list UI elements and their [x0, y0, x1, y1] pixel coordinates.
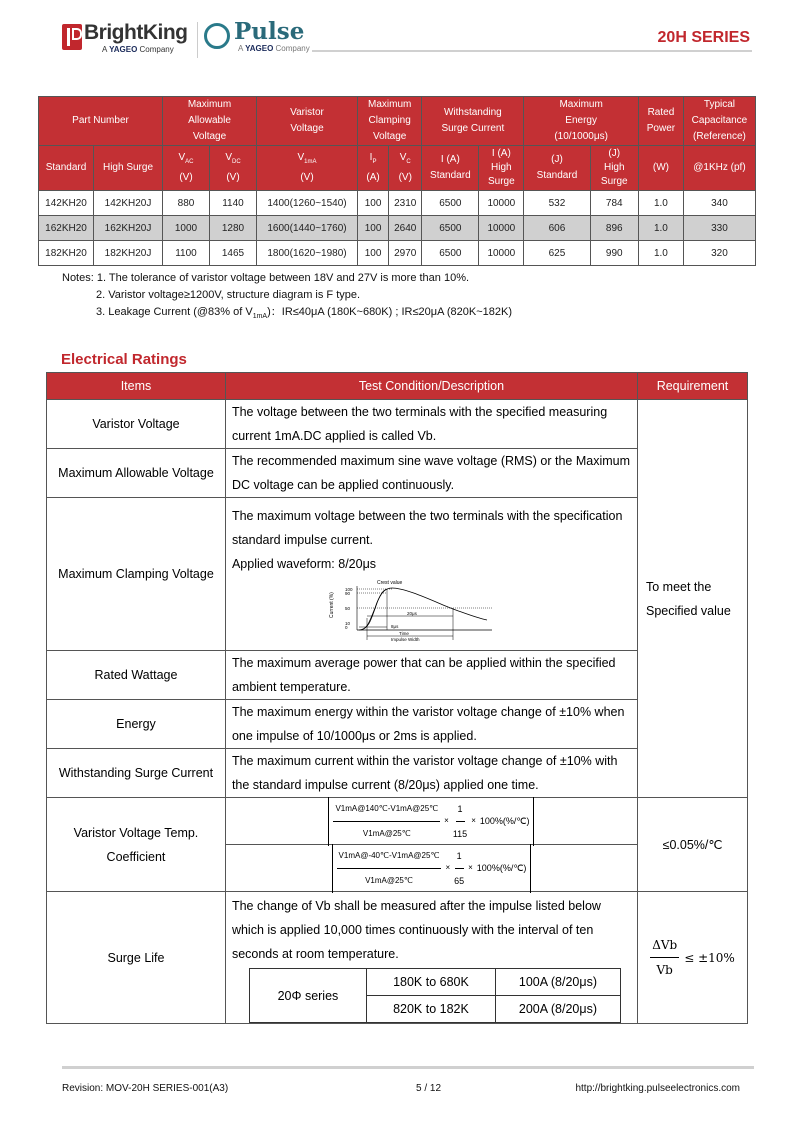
cell-power: 1.0 [638, 241, 683, 266]
y-tick: 10 [344, 621, 350, 626]
sub-high-surge: High Surge [94, 146, 163, 191]
cell-v1ma: 1600(1440~1760) [257, 216, 358, 241]
er-desc: The maximum energy within the varistor voltage change of ±10% when one impulse of 10/1000μs or 2ms is applied. [225, 700, 637, 749]
cell-vac: 1100 [163, 241, 210, 266]
temp-coeff-formula-low: $\frac{V1mA@-40℃-V1mA@25℃}{V1mA@25℃}$ × $\frac{1}{65}$ × 100%(%/℃) [226, 845, 637, 891]
label-20us: 20μs [406, 611, 417, 616]
cell-v1ma: 1800(1620~1980) [257, 241, 358, 266]
cell-surge-hs: 10000 [479, 241, 524, 266]
sub-energy-high: (J) High Surge [590, 146, 638, 191]
cell-cap: 320 [683, 241, 755, 266]
logo-divider [197, 22, 198, 58]
cell-surge-std: 6500 [422, 241, 479, 266]
sub-standard: Standard [39, 146, 94, 191]
cell-surge-std: 6500 [422, 191, 479, 216]
y-tick: 100 [344, 587, 353, 592]
cell-vc: 2640 [389, 216, 422, 241]
hdr-part-number: Part Number [39, 97, 163, 146]
footer-revision: Revision: MOV-20H SERIES-001(A3) [62, 1083, 229, 1094]
er-desc: The maximum average power that can be applied within the specified ambient temperature. [225, 651, 637, 700]
impulse-waveform-diagram [327, 578, 497, 646]
brightking-logo-icon [62, 24, 82, 50]
table-row [39, 216, 756, 241]
table-row [39, 241, 756, 266]
header-rule [312, 50, 752, 52]
cell-cap: 330 [683, 216, 755, 241]
sub-vac: $V_{AC}$ (V) [163, 146, 210, 191]
cell-standard: 182KH20 [39, 241, 94, 266]
er-desc: The recommended maximum sine wave voltage (RMS) or the Maximum DC voltage can be applied continuously. [225, 449, 637, 498]
brightking-logo [62, 22, 227, 62]
label-8us: 8μs [390, 624, 399, 629]
cell-ip: 100 [358, 191, 389, 216]
notes [62, 270, 512, 325]
er-desc: The change of Vb shall be measured after the impulse listed below which is applied 10,000 times continuously with the interval of ten seconds at room temperature. 20Φ series 180K to 680K 100A (8/20μs) 820K to 182K 200A (8/20μs) [225, 892, 637, 1024]
cell-high-surge: 142KH20J [94, 191, 163, 216]
hdr-withstanding-surge: Withstanding Surge Current [422, 97, 524, 146]
cell-surge-hs: 10000 [479, 191, 524, 216]
pulse-name: Pulse [234, 18, 305, 45]
surge-range: 180K to 680K [366, 969, 495, 996]
cell-standard: 142KH20 [39, 191, 94, 216]
cell-energy-std: 625 [524, 241, 590, 266]
cell-energy-hs: 896 [590, 216, 638, 241]
er-hdr-requirement: Requirement [638, 373, 748, 400]
hdr-max-energy: Maximum Energy (10/1000μs) [524, 97, 639, 146]
sub-surge-high: I (A) High Surge [479, 146, 524, 191]
er-row-varistor-voltage [47, 400, 748, 449]
cell-energy-std: 606 [524, 216, 590, 241]
er-item: Varistor Voltage Temp. Coefficient [47, 798, 226, 892]
spec-subheader-row [39, 146, 756, 191]
pulse-logo [204, 20, 334, 60]
er-hdr-items: Items [47, 373, 226, 400]
temp-coeff-formula-high: $\frac{V1mA@140℃-V1mA@25℃}{V1mA@25℃}$ × $\frac{1}{115}$ × 100%(%/℃) [226, 798, 637, 845]
er-item: Varistor Voltage [47, 400, 226, 449]
table-row [39, 191, 756, 216]
y-tick: 50 [344, 606, 350, 611]
er-shared-requirement: To meet the Specified value [638, 400, 748, 798]
footer-url[interactable]: http://brightking.pulseelectronics.com [575, 1083, 740, 1094]
cell-vc: 2310 [389, 191, 422, 216]
er-desc [225, 798, 637, 892]
section-title: Electrical Ratings [61, 351, 187, 368]
er-item: Maximum Allowable Voltage [47, 449, 226, 498]
note-1: Notes: 1. The tolerance of varistor voltage between 18V and 27V is more than 10%. [62, 272, 470, 284]
surge-range: 820K to 182K [366, 996, 495, 1023]
cell-vdc: 1465 [210, 241, 257, 266]
crest-label: Crest value [376, 580, 403, 586]
electrical-ratings-table [46, 372, 748, 1024]
label-impulse-width: Impulse Width [390, 637, 420, 642]
surge-current: 200A (8/20μs) [495, 996, 620, 1023]
sub-energy-standard: (J) Standard [524, 146, 590, 191]
er-desc: The voltage between the two terminals with the specified measuring current 1mA.DC applied is called Vb. [225, 400, 637, 449]
spec-header-row [39, 97, 756, 146]
footer-page-number: 5 / 12 [416, 1083, 442, 1094]
er-req-temp-coeff: ≤0.05%/℃ [638, 798, 748, 892]
brightking-tagline: A YAGEO Company [102, 45, 174, 54]
waveform-curve [359, 588, 487, 630]
cell-vac: 1000 [163, 216, 210, 241]
cell-energy-hs: 784 [590, 191, 638, 216]
cell-ip: 100 [358, 216, 389, 241]
surge-current: 100A (8/20μs) [495, 969, 620, 996]
cell-vc: 2970 [389, 241, 422, 266]
cell-energy-hs: 990 [590, 241, 638, 266]
sub-surge-standard: I (A) Standard [422, 146, 479, 191]
sub-power-unit: (W) [638, 146, 683, 191]
hdr-max-allowable-voltage: Maximum Allowable Voltage [163, 97, 257, 146]
cell-vdc: 1140 [210, 191, 257, 216]
cell-high-surge: 182KH20J [94, 241, 163, 266]
brightking-name: BrightKing [84, 21, 188, 44]
er-item: Rated Wattage [47, 651, 226, 700]
er-item: Energy [47, 700, 226, 749]
sub-v1ma: $V_{1mA}$ (V) [257, 146, 358, 191]
er-row-temp-coeff [47, 798, 748, 892]
spec-table [38, 96, 756, 266]
note-2: 2. Varistor voltage≥1200V, structure diagram is F type. [96, 289, 361, 301]
cell-surge-std: 6500 [422, 216, 479, 241]
er-header-row [47, 373, 748, 400]
er-req-surge-life: $\frac{\text{ΔVb}}{Vb}$ ≤ ±10% [638, 892, 748, 1024]
er-desc: The maximum voltage between the two terminals with the specification standard impulse current. Applied waveform: 8/20μs Crest value Current (%) 100 90 50 10 0 20μs 8μs Time Impulse Width [225, 498, 637, 651]
cell-power: 1.0 [638, 216, 683, 241]
sub-vc: $V_C$ (V) [389, 146, 422, 191]
cell-vdc: 1280 [210, 216, 257, 241]
cell-energy-std: 532 [524, 191, 590, 216]
cell-v1ma: 1400(1260~1540) [257, 191, 358, 216]
hdr-varistor-voltage: Varistor Voltage [257, 97, 358, 146]
cell-power: 1.0 [638, 191, 683, 216]
hdr-typical-capacitance: Typical Capacitance (Reference) [683, 97, 755, 146]
surge-life-table [249, 968, 621, 1023]
cell-cap: 340 [683, 191, 755, 216]
footer-rule [62, 1066, 754, 1069]
note-3: 3. Leakage Current (@83% of $V_{1mA}$)：IR≤40μA (180K~680K) ; IR≤20μA (820K~182K) [96, 306, 512, 321]
y-tick: 90 [344, 591, 350, 596]
y-axis-label: Current (%) [328, 592, 335, 618]
hdr-max-clamping-voltage: Maximum Clamping Voltage [358, 97, 422, 146]
pulse-tagline: A YAGEO Company [238, 44, 310, 53]
er-item: Withstanding Surge Current [47, 749, 226, 798]
sub-cap-unit: @1KHz (pf) [683, 146, 755, 191]
cell-standard: 162KH20 [39, 216, 94, 241]
er-desc: The maximum current within the varistor voltage change of ±10% with the standard impulse current (8/20μs) applied one time. [225, 749, 637, 798]
sub-ip: $I_P$ (A) [358, 146, 389, 191]
cell-vac: 880 [163, 191, 210, 216]
er-row-surge-life [47, 892, 748, 1024]
cell-high-surge: 162KH20J [94, 216, 163, 241]
series-title: 20H SERIES [657, 29, 750, 46]
cell-surge-hs: 10000 [479, 216, 524, 241]
y-tick: 0 [344, 625, 348, 630]
surge-series: 20Φ series [249, 969, 366, 1023]
er-item: Surge Life [47, 892, 226, 1024]
er-hdr-description: Test Condition/Description [225, 373, 637, 400]
label-time: Time [398, 631, 409, 636]
sub-vdc: $V_{DC}$ (V) [210, 146, 257, 191]
er-item: Maximum Clamping Voltage [47, 498, 226, 651]
hdr-rated-power: Rated Power [638, 97, 683, 146]
pulse-logo-icon [204, 23, 230, 49]
cell-ip: 100 [358, 241, 389, 266]
